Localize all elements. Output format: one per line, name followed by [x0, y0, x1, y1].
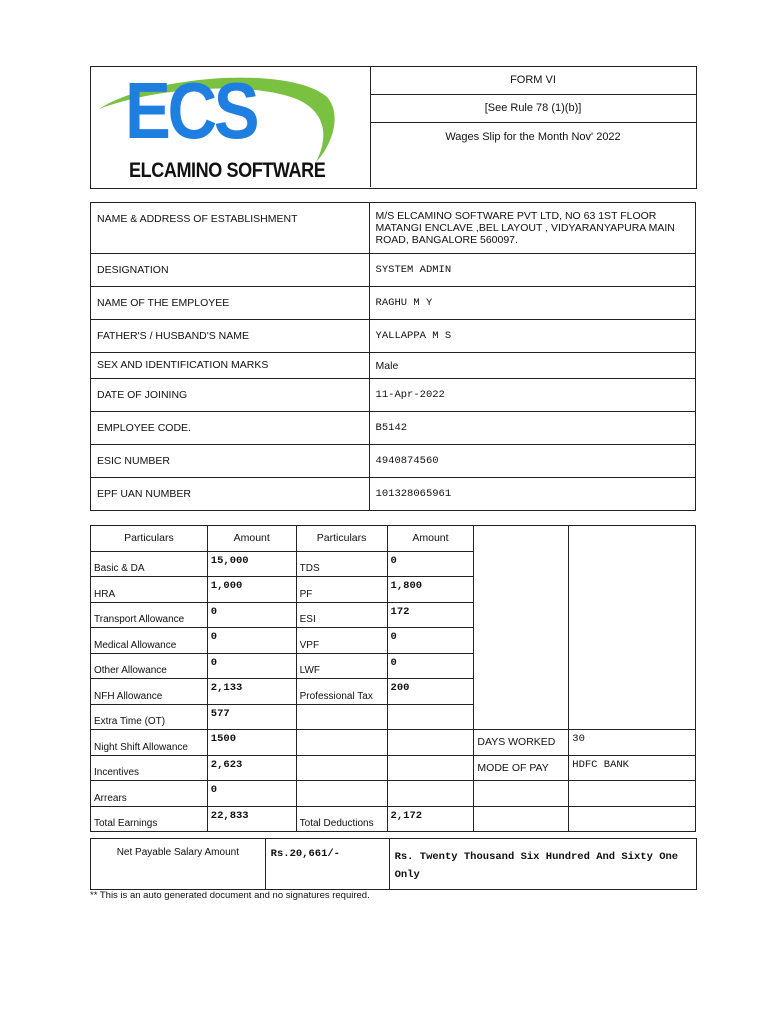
net-pay-amount-in-words: Rs. Twenty Thousand Six Hundred And Sixty One Only: [389, 839, 696, 890]
net-pay-table: [90, 838, 697, 890]
deduction-label: Professional Tax: [296, 679, 387, 705]
earning-amount: 1500: [207, 730, 296, 756]
deduction-amount: 0: [387, 628, 474, 654]
earnings-particulars-header: Particulars: [91, 526, 208, 552]
info-row: [91, 287, 696, 320]
info-label: DATE OF JOINING: [91, 379, 370, 412]
deduction-amount: 0: [387, 551, 474, 577]
total-deductions-amount: 2,172: [387, 806, 474, 832]
deduction-label: [296, 755, 387, 781]
days-worked-value: 30: [569, 730, 696, 756]
deduction-amount: [387, 704, 474, 730]
mode-of-pay-label: MODE OF PAY: [474, 755, 569, 781]
earning-amount: 2,133: [207, 679, 296, 705]
info-label: SEX AND IDENTIFICATION MARKS: [91, 353, 370, 379]
info-row: [91, 254, 696, 287]
blank-cell: [569, 781, 696, 807]
deductions-amount-header: Amount: [387, 526, 474, 552]
info-value: B5142: [369, 412, 695, 445]
info-value: 11-Apr-2022: [369, 379, 695, 412]
earning-amount: 2,623: [207, 755, 296, 781]
total-earnings-amount: 22,833: [207, 806, 296, 832]
mode-of-pay-value: HDFC BANK: [569, 755, 696, 781]
employee-info-table: [90, 202, 696, 511]
info-row: [91, 412, 696, 445]
earning-amount: 0: [207, 602, 296, 628]
info-label: FATHER'S / HUSBAND'S NAME: [91, 320, 370, 353]
deduction-label: PF: [296, 577, 387, 603]
blank-cell: [569, 806, 696, 832]
info-row: [91, 320, 696, 353]
earning-amount: 0: [207, 628, 296, 654]
info-value: YALLAPPA M S: [369, 320, 695, 353]
pay-row: [91, 781, 696, 807]
earning-label: Incentives: [91, 755, 208, 781]
pay-row: [91, 730, 696, 756]
pay-header-row: [91, 526, 696, 552]
info-value: Male: [369, 353, 695, 379]
pay-row: [91, 755, 696, 781]
deduction-amount: 172: [387, 602, 474, 628]
deduction-label: TDS: [296, 551, 387, 577]
earnings-amount-header: Amount: [207, 526, 296, 552]
info-label: ESIC NUMBER: [91, 445, 370, 478]
earning-label: Night Shift Allowance: [91, 730, 208, 756]
info-row: [91, 353, 696, 379]
info-label: DESIGNATION: [91, 254, 370, 287]
deduction-label: [296, 730, 387, 756]
earning-amount: 0: [207, 653, 296, 679]
info-value: SYSTEM ADMIN: [369, 254, 695, 287]
info-label: NAME OF THE EMPLOYEE: [91, 287, 370, 320]
info-label: EPF UAN NUMBER: [91, 478, 370, 511]
total-deductions-label: Total Deductions: [296, 806, 387, 832]
slip-header: [90, 66, 697, 189]
days-worked-label: DAYS WORKED: [474, 730, 569, 756]
earning-amount: 1,000: [207, 577, 296, 603]
logo-company-name: ELCAMINO SOFTWARE: [129, 159, 326, 182]
deduction-label: VPF: [296, 628, 387, 654]
form-rule: [See Rule 78 (1)(b)]: [370, 94, 696, 123]
deduction-amount: 1,800: [387, 577, 474, 603]
earning-amount: 15,000: [207, 551, 296, 577]
deductions-particulars-header: Particulars: [296, 526, 387, 552]
info-row: [91, 478, 696, 511]
earning-label: Other Allowance: [91, 653, 208, 679]
blank-cell: [474, 781, 569, 807]
earning-amount: 577: [207, 704, 296, 730]
company-logo: [91, 67, 371, 187]
earning-label: NFH Allowance: [91, 679, 208, 705]
blank-cell: [474, 806, 569, 832]
footer-note: ** This is an auto generated document and no signatures required.: [90, 890, 370, 901]
info-value: M/S ELCAMINO SOFTWARE PVT LTD, NO 63 1ST FLOOR MATANGI ENCLAVE ,BEL LAYOUT , VIDYARANYAPURA MAIN ROAD, BANGALORE 560097.: [369, 203, 695, 254]
deduction-amount: 200: [387, 679, 474, 705]
info-value: RAGHU M Y: [369, 287, 695, 320]
earning-label: Transport Allowance: [91, 602, 208, 628]
deduction-label: ESI: [296, 602, 387, 628]
earning-amount: 0: [207, 781, 296, 807]
info-row: [91, 379, 696, 412]
deduction-label: [296, 781, 387, 807]
pay-particulars-table: [90, 525, 696, 832]
deduction-amount: [387, 781, 474, 807]
net-pay-row: [91, 839, 697, 890]
earning-label: Arrears: [91, 781, 208, 807]
info-value: 101328065961: [369, 478, 695, 511]
earning-label: Basic & DA: [91, 551, 208, 577]
deduction-amount: [387, 730, 474, 756]
logo-text: ECS: [125, 66, 257, 155]
wages-slip-month: Wages Slip for the Month Nov' 2022: [445, 131, 621, 143]
info-label: EMPLOYEE CODE.: [91, 412, 370, 445]
net-pay-amount: Rs.20,661/-: [265, 839, 389, 890]
blank-summary-area: [569, 526, 696, 730]
pay-totals-row: [91, 806, 696, 832]
earning-label: Extra Time (OT): [91, 704, 208, 730]
earning-label: Medical Allowance: [91, 628, 208, 654]
total-earnings-label: Total Earnings: [91, 806, 208, 832]
info-label: NAME & ADDRESS OF ESTABLISHMENT: [91, 203, 370, 254]
earning-label: HRA: [91, 577, 208, 603]
deduction-label: LWF: [296, 653, 387, 679]
info-row: [91, 445, 696, 478]
deduction-label: [296, 704, 387, 730]
form-title: FORM VI: [370, 67, 696, 95]
info-value: 4940874560: [369, 445, 695, 478]
deduction-amount: 0: [387, 653, 474, 679]
info-row: [91, 203, 696, 254]
net-pay-label: Net Payable Salary Amount: [91, 839, 266, 890]
deduction-amount: [387, 755, 474, 781]
blank-summary-area: [474, 526, 569, 730]
